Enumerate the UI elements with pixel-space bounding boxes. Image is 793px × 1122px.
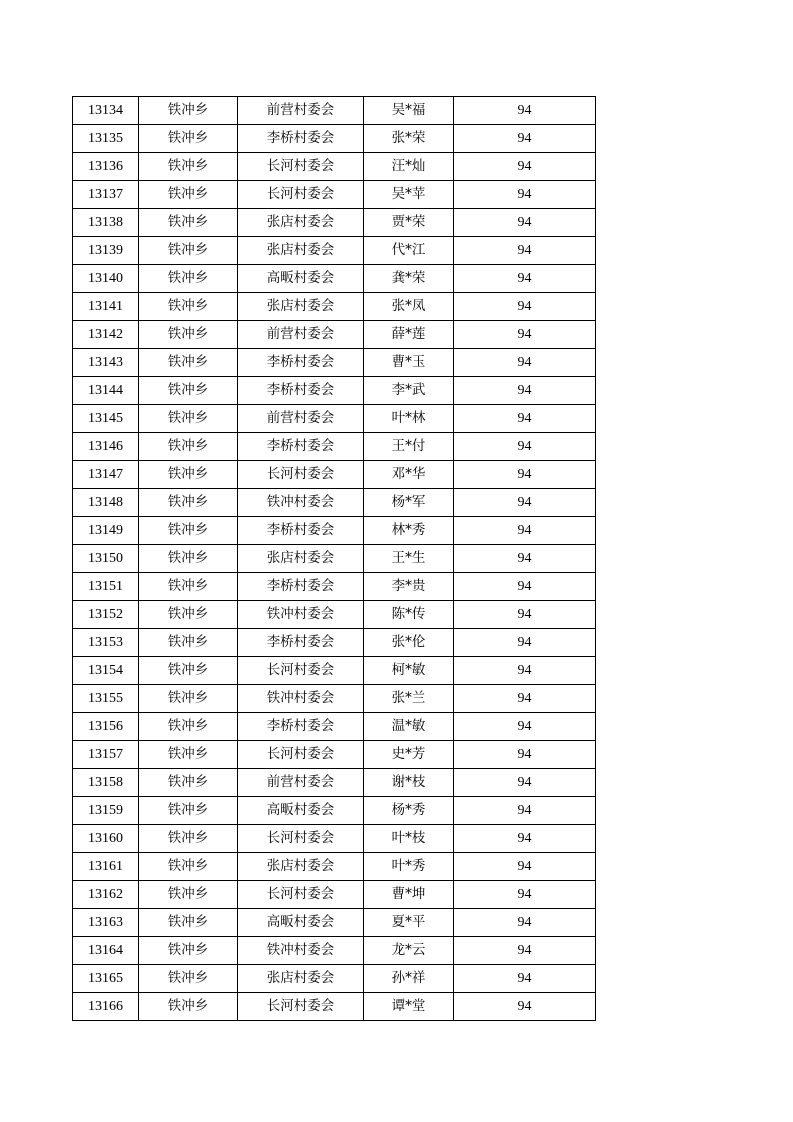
record-number-cell: 13139 xyxy=(73,237,139,265)
township-cell: 铁冲乡 xyxy=(139,209,238,237)
record-number-cell: 13165 xyxy=(73,965,139,993)
village-committee-cell: 李桥村委会 xyxy=(238,629,364,657)
person-name-cell: 龙*云 xyxy=(364,937,454,965)
township-cell: 铁冲乡 xyxy=(139,825,238,853)
person-name-cell: 王*付 xyxy=(364,433,454,461)
village-committee-cell: 长河村委会 xyxy=(238,657,364,685)
record-number-cell: 13166 xyxy=(73,993,139,1021)
table-row xyxy=(73,489,596,517)
person-name-cell: 温*敏 xyxy=(364,713,454,741)
table-row xyxy=(73,825,596,853)
table-row xyxy=(73,293,596,321)
record-number-cell: 13163 xyxy=(73,909,139,937)
person-name-cell: 张*凤 xyxy=(364,293,454,321)
score-cell: 94 xyxy=(454,237,596,265)
village-committee-cell: 前营村委会 xyxy=(238,405,364,433)
table-row xyxy=(73,181,596,209)
township-cell: 铁冲乡 xyxy=(139,993,238,1021)
village-committee-cell: 铁冲村委会 xyxy=(238,937,364,965)
person-name-cell: 薛*莲 xyxy=(364,321,454,349)
table-row xyxy=(73,545,596,573)
score-cell: 94 xyxy=(454,601,596,629)
record-number-cell: 13143 xyxy=(73,349,139,377)
person-name-cell: 贾*荣 xyxy=(364,209,454,237)
township-cell: 铁冲乡 xyxy=(139,657,238,685)
village-committee-cell: 铁冲村委会 xyxy=(238,685,364,713)
table-row xyxy=(73,125,596,153)
record-number-cell: 13162 xyxy=(73,881,139,909)
person-name-cell: 龚*荣 xyxy=(364,265,454,293)
village-committee-cell: 长河村委会 xyxy=(238,825,364,853)
table-row xyxy=(73,405,596,433)
village-committee-cell: 长河村委会 xyxy=(238,741,364,769)
record-number-cell: 13159 xyxy=(73,797,139,825)
table-row xyxy=(73,461,596,489)
township-cell: 铁冲乡 xyxy=(139,713,238,741)
table-row xyxy=(73,153,596,181)
table-row xyxy=(73,853,596,881)
person-name-cell: 林*秀 xyxy=(364,517,454,545)
village-committee-cell: 前营村委会 xyxy=(238,769,364,797)
township-cell: 铁冲乡 xyxy=(139,769,238,797)
person-name-cell: 汪*灿 xyxy=(364,153,454,181)
score-cell: 94 xyxy=(454,321,596,349)
village-committee-cell: 李桥村委会 xyxy=(238,377,364,405)
score-cell: 94 xyxy=(454,797,596,825)
score-cell: 94 xyxy=(454,909,596,937)
village-committee-cell: 长河村委会 xyxy=(238,881,364,909)
person-name-cell: 谢*枝 xyxy=(364,769,454,797)
township-cell: 铁冲乡 xyxy=(139,461,238,489)
table-row xyxy=(73,601,596,629)
table-row xyxy=(73,237,596,265)
township-cell: 铁冲乡 xyxy=(139,489,238,517)
village-committee-cell: 铁冲村委会 xyxy=(238,489,364,517)
table-row xyxy=(73,769,596,797)
table-row xyxy=(73,629,596,657)
record-number-cell: 13144 xyxy=(73,377,139,405)
township-cell: 铁冲乡 xyxy=(139,629,238,657)
record-number-cell: 13140 xyxy=(73,265,139,293)
table-row xyxy=(73,657,596,685)
township-cell: 铁冲乡 xyxy=(139,265,238,293)
score-cell: 94 xyxy=(454,461,596,489)
score-cell: 94 xyxy=(454,433,596,461)
record-number-cell: 13146 xyxy=(73,433,139,461)
table-row xyxy=(73,349,596,377)
score-cell: 94 xyxy=(454,209,596,237)
table-row xyxy=(73,573,596,601)
record-number-cell: 13157 xyxy=(73,741,139,769)
person-name-cell: 叶*林 xyxy=(364,405,454,433)
village-committee-cell: 张店村委会 xyxy=(238,293,364,321)
table-row xyxy=(73,797,596,825)
record-number-cell: 13150 xyxy=(73,545,139,573)
record-number-cell: 13164 xyxy=(73,937,139,965)
table-row xyxy=(73,517,596,545)
score-cell: 94 xyxy=(454,181,596,209)
township-cell: 铁冲乡 xyxy=(139,797,238,825)
township-cell: 铁冲乡 xyxy=(139,517,238,545)
village-committee-cell: 铁冲村委会 xyxy=(238,601,364,629)
record-number-cell: 13135 xyxy=(73,125,139,153)
score-cell: 94 xyxy=(454,97,596,125)
score-cell: 94 xyxy=(454,349,596,377)
township-cell: 铁冲乡 xyxy=(139,97,238,125)
village-committee-cell: 前营村委会 xyxy=(238,97,364,125)
village-committee-cell: 李桥村委会 xyxy=(238,517,364,545)
township-cell: 铁冲乡 xyxy=(139,937,238,965)
village-committee-cell: 长河村委会 xyxy=(238,153,364,181)
township-cell: 铁冲乡 xyxy=(139,685,238,713)
township-cell: 铁冲乡 xyxy=(139,377,238,405)
township-cell: 铁冲乡 xyxy=(139,405,238,433)
record-number-cell: 13149 xyxy=(73,517,139,545)
table-row xyxy=(73,965,596,993)
record-number-cell: 13155 xyxy=(73,685,139,713)
table-row xyxy=(73,209,596,237)
township-cell: 铁冲乡 xyxy=(139,321,238,349)
person-name-cell: 曹*坤 xyxy=(364,881,454,909)
person-name-cell: 杨*军 xyxy=(364,489,454,517)
village-committee-cell: 高畈村委会 xyxy=(238,265,364,293)
village-committee-cell: 张店村委会 xyxy=(238,853,364,881)
score-cell: 94 xyxy=(454,573,596,601)
person-name-cell: 孙*祥 xyxy=(364,965,454,993)
township-cell: 铁冲乡 xyxy=(139,125,238,153)
township-cell: 铁冲乡 xyxy=(139,545,238,573)
record-number-cell: 13160 xyxy=(73,825,139,853)
village-committee-cell: 李桥村委会 xyxy=(238,713,364,741)
table-row xyxy=(73,881,596,909)
township-cell: 铁冲乡 xyxy=(139,741,238,769)
township-cell: 铁冲乡 xyxy=(139,909,238,937)
score-cell: 94 xyxy=(454,937,596,965)
township-cell: 铁冲乡 xyxy=(139,181,238,209)
record-number-cell: 13156 xyxy=(73,713,139,741)
township-cell: 铁冲乡 xyxy=(139,601,238,629)
table-row xyxy=(73,685,596,713)
score-cell: 94 xyxy=(454,293,596,321)
person-name-cell: 史*芳 xyxy=(364,741,454,769)
score-cell: 94 xyxy=(454,629,596,657)
person-name-cell: 叶*枝 xyxy=(364,825,454,853)
village-committee-cell: 李桥村委会 xyxy=(238,433,364,461)
record-number-cell: 13161 xyxy=(73,853,139,881)
township-cell: 铁冲乡 xyxy=(139,853,238,881)
score-cell: 94 xyxy=(454,657,596,685)
score-cell: 94 xyxy=(454,769,596,797)
record-number-cell: 13153 xyxy=(73,629,139,657)
record-number-cell: 13142 xyxy=(73,321,139,349)
table-row xyxy=(73,713,596,741)
village-committee-cell: 张店村委会 xyxy=(238,237,364,265)
person-name-cell: 张*兰 xyxy=(364,685,454,713)
score-cell: 94 xyxy=(454,881,596,909)
score-cell: 94 xyxy=(454,489,596,517)
township-cell: 铁冲乡 xyxy=(139,881,238,909)
person-name-cell: 代*江 xyxy=(364,237,454,265)
score-cell: 94 xyxy=(454,405,596,433)
table-row xyxy=(73,433,596,461)
township-cell: 铁冲乡 xyxy=(139,573,238,601)
village-committee-cell: 高畈村委会 xyxy=(238,797,364,825)
score-cell: 94 xyxy=(454,545,596,573)
table-row xyxy=(73,937,596,965)
person-name-cell: 叶*秀 xyxy=(364,853,454,881)
village-committee-cell: 李桥村委会 xyxy=(238,573,364,601)
township-cell: 铁冲乡 xyxy=(139,293,238,321)
record-number-cell: 13158 xyxy=(73,769,139,797)
village-committee-cell: 张店村委会 xyxy=(238,545,364,573)
record-number-cell: 13152 xyxy=(73,601,139,629)
score-cell: 94 xyxy=(454,125,596,153)
person-name-cell: 谭*堂 xyxy=(364,993,454,1021)
township-cell: 铁冲乡 xyxy=(139,965,238,993)
table-row xyxy=(73,993,596,1021)
person-name-cell: 吴*苹 xyxy=(364,181,454,209)
record-number-cell: 13137 xyxy=(73,181,139,209)
table-row xyxy=(73,909,596,937)
score-cell: 94 xyxy=(454,825,596,853)
score-cell: 94 xyxy=(454,993,596,1021)
record-number-cell: 13147 xyxy=(73,461,139,489)
person-name-cell: 曹*玉 xyxy=(364,349,454,377)
score-cell: 94 xyxy=(454,265,596,293)
score-cell: 94 xyxy=(454,377,596,405)
record-number-cell: 13148 xyxy=(73,489,139,517)
table-row xyxy=(73,377,596,405)
record-number-cell: 13141 xyxy=(73,293,139,321)
village-committee-cell: 高畈村委会 xyxy=(238,909,364,937)
record-number-cell: 13134 xyxy=(73,97,139,125)
score-cell: 94 xyxy=(454,517,596,545)
record-number-cell: 13136 xyxy=(73,153,139,181)
village-committee-cell: 长河村委会 xyxy=(238,461,364,489)
township-cell: 铁冲乡 xyxy=(139,153,238,181)
person-name-cell: 陈*传 xyxy=(364,601,454,629)
roster-body xyxy=(73,97,596,1021)
record-number-cell: 13151 xyxy=(73,573,139,601)
village-committee-cell: 张店村委会 xyxy=(238,209,364,237)
village-committee-cell: 李桥村委会 xyxy=(238,125,364,153)
score-cell: 94 xyxy=(454,965,596,993)
village-committee-cell: 前营村委会 xyxy=(238,321,364,349)
table-row xyxy=(73,741,596,769)
table-row xyxy=(73,97,596,125)
township-cell: 铁冲乡 xyxy=(139,349,238,377)
village-committee-cell: 张店村委会 xyxy=(238,965,364,993)
person-name-cell: 王*生 xyxy=(364,545,454,573)
person-name-cell: 张*伦 xyxy=(364,629,454,657)
score-cell: 94 xyxy=(454,685,596,713)
person-name-cell: 夏*平 xyxy=(364,909,454,937)
record-number-cell: 13154 xyxy=(73,657,139,685)
village-committee-cell: 长河村委会 xyxy=(238,181,364,209)
village-committee-cell: 李桥村委会 xyxy=(238,349,364,377)
person-name-cell: 吴*福 xyxy=(364,97,454,125)
township-cell: 铁冲乡 xyxy=(139,237,238,265)
township-cell: 铁冲乡 xyxy=(139,433,238,461)
roster-table xyxy=(72,96,596,1021)
score-cell: 94 xyxy=(454,853,596,881)
person-name-cell: 邓*华 xyxy=(364,461,454,489)
person-name-cell: 柯*敏 xyxy=(364,657,454,685)
person-name-cell: 李*贵 xyxy=(364,573,454,601)
table-row xyxy=(73,265,596,293)
record-number-cell: 13138 xyxy=(73,209,139,237)
village-committee-cell: 长河村委会 xyxy=(238,993,364,1021)
score-cell: 94 xyxy=(454,741,596,769)
person-name-cell: 张*荣 xyxy=(364,125,454,153)
record-number-cell: 13145 xyxy=(73,405,139,433)
person-name-cell: 李*武 xyxy=(364,377,454,405)
score-cell: 94 xyxy=(454,713,596,741)
person-name-cell: 杨*秀 xyxy=(364,797,454,825)
table-row xyxy=(73,321,596,349)
score-cell: 94 xyxy=(454,153,596,181)
